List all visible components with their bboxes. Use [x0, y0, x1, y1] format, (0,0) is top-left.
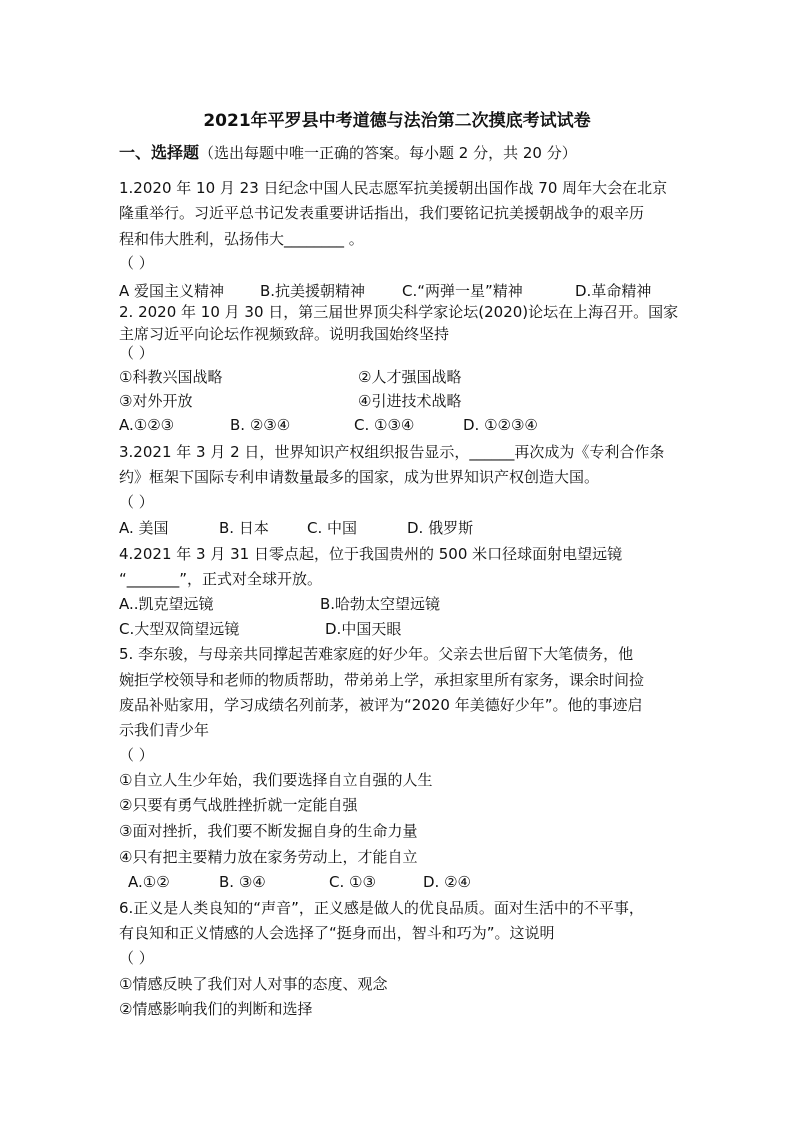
- q5-option-c: C. ①③: [329, 873, 376, 891]
- q1-line2: 隆重举行。习近平总书记发表重要讲话指出，我们要铭记抗美援朝战争的艰辛历: [119, 204, 645, 222]
- q2-statement-3: ③对外开放: [119, 392, 193, 410]
- q5-option-d: D. ②④: [423, 873, 471, 891]
- q1-line1: 1.2020 年 10 月 23 日纪念中国人民志愿军抗美援朝出国作战 70 周年大会在北京: [119, 179, 668, 197]
- q4-line2: “_______”，正式对全球开放。: [119, 570, 323, 588]
- q4-option-a: A..凯克望远镜: [119, 595, 214, 613]
- q1-option-b: B.抗美援朝精神: [260, 282, 366, 300]
- q1-option-a: A 爱国主义精神: [119, 282, 225, 300]
- q1-option-c: C.“两弹一星”精神: [402, 282, 523, 300]
- q2-statement-1: ①科教兴国战略: [119, 368, 223, 386]
- q4-line1: 4.2021 年 3 月 31 日零点起，位于我国贵州的 500 米口径球面射电望远镜: [119, 545, 623, 563]
- q3-option-d: D. 俄罗斯: [407, 519, 474, 537]
- q5-statement-1: ①自立人生少年始，我们要选择自立自强的人生: [119, 771, 433, 789]
- q2-statement-2: ②人才强国战略: [358, 368, 462, 386]
- q5-option-b: B. ③④: [219, 873, 266, 891]
- q3-option-b: B. 日本: [219, 519, 269, 537]
- q5-answer-paren: （ ）: [119, 746, 154, 764]
- q5-statement-3: ③面对挫折，我们要不断发掘自身的生命力量: [119, 822, 418, 840]
- q6-statement-2: ②情感影响我们的判断和选择: [119, 1000, 313, 1018]
- q4-option-b: B.哈勃太空望远镜: [320, 595, 441, 613]
- q6-line1: 6.正义是人类良知的“声音”，正义感是做人的优良品质。面对生活中的不平事，: [119, 899, 644, 917]
- section-heading: [119, 140, 577, 163]
- q2-line1: 2. 2020 年 10 月 30 日，第三届世界顶尖科学家论坛(2020)论坛在上海召开。国家: [119, 303, 679, 321]
- q2-line2: 主席习近平向论坛作视频致辞。说明我国始终坚持: [119, 325, 450, 343]
- q1-answer-paren: （ ）: [119, 254, 154, 272]
- q3-answer-paren: （ ）: [119, 493, 154, 511]
- q3-option-c: C. 中国: [307, 519, 358, 537]
- q4-option-d: D.中国天眼: [325, 620, 402, 638]
- q5-line1: 5. 李东骏，与母亲共同撑起苦难家庭的好少年。父亲去世后留下大笔债务，他: [119, 645, 634, 663]
- q1-line3: 程和伟大胜利，弘扬伟大________ 。: [119, 230, 364, 248]
- page-title: 2021年平罗县中考道德与法治第二次摸底考试试卷: [203, 111, 591, 131]
- q2-statement-4: ④引进技术战略: [358, 392, 462, 410]
- q5-statement-2: ②只要有勇气战胜挫折就一定能自强: [119, 796, 358, 814]
- q5-line3: 废品补贴家用，学习成绩名列前茅，被评为“2020 年美德好少年”。他的事迹启: [119, 696, 643, 714]
- q6-line2: 有良知和正义情感的人会选择了“挺身而出，智斗和巧为”。这说明: [119, 924, 555, 942]
- q2-answer-paren: （ ）: [119, 344, 154, 362]
- section-note: （选出每题中唯一正确的答案。每小题 2 分，共 20 分）: [199, 144, 577, 162]
- q5-option-a: A.①②: [128, 873, 170, 891]
- q4-option-c: C.大型双筒望远镜: [119, 620, 240, 638]
- q1-option-d: D.革命精神: [575, 282, 652, 300]
- q2-option-b: B. ②③④: [230, 416, 291, 434]
- q2-option-a: A.①②③: [119, 416, 175, 434]
- section-title: 一、选择题: [119, 143, 200, 162]
- q2-option-d: D. ①②③④: [463, 416, 538, 434]
- q5-line4: 示我们青少年: [119, 721, 210, 739]
- q3-line1: 3.2021 年 3 月 2 日，世界知识产权组织报告显示，______再次成为《专利合作条: [119, 443, 665, 461]
- q5-statement-4: ④只有把主要精力放在家务劳动上，才能自立: [119, 848, 418, 866]
- q3-line2: 约》框架下国际专利申请数量最多的国家，成为世界知识产权创造大国。: [119, 468, 600, 486]
- q3-option-a: A. 美国: [119, 519, 169, 537]
- q6-statement-1: ①情感反映了我们对人对事的态度、观念: [119, 975, 388, 993]
- q6-answer-paren: （ ）: [119, 949, 154, 967]
- q5-line2: 婉拒学校领导和老师的物质帮助，带弟弟上学，承担家里所有家务，课余时间捡: [119, 671, 645, 689]
- q2-option-c: C. ①③④: [354, 416, 415, 434]
